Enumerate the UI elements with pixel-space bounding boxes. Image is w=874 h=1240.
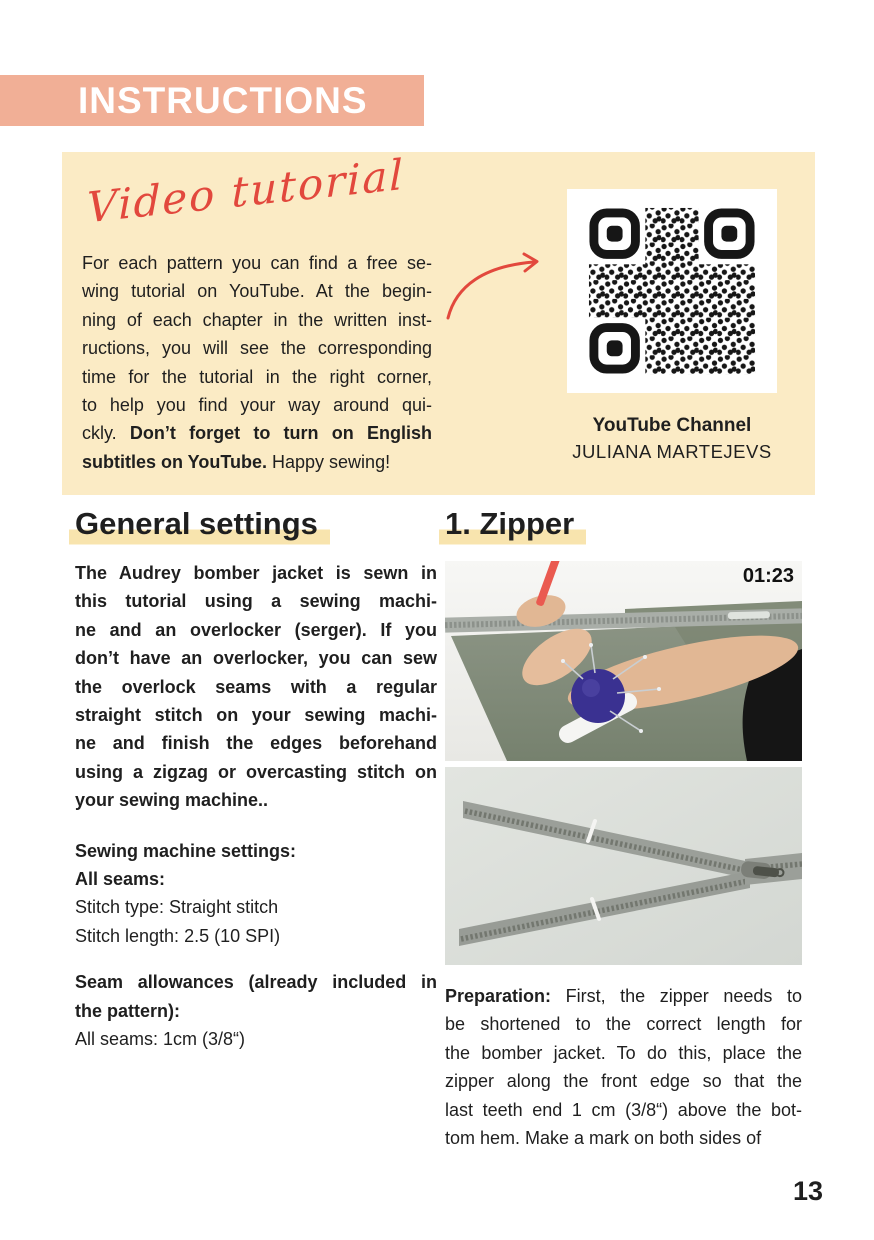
page-title: INSTRUCTIONS [78,80,368,121]
zipper-image [445,767,802,965]
machine-settings-title: Sewing machine settings: [75,840,297,861]
qr-section [567,189,777,463]
zipper-section [445,502,802,1152]
video-timestamp: 01:23 [742,565,794,587]
general-settings-paragraph: The Audrey bomber jacket is sewn in this tutorial using a sewing machi- ne and an overlocker (serger). If you don’t have an overlocker, you can sew the overlock seams with a regular straight stitch on your sewing machi- ne and finish the edges beforehand using a zigzag or overcasting stitch on your sewing machine.. [75,563,437,811]
preparation-paragraph: Preparation: First, the zipper needs to be shortened to the correct length for the bomber jacket. To do this, place the zipper along the front edge so that the last teeth end 1 cm (3/8“) above the bot- tom hem. Make a mark on both sides of [445,986,802,1149]
stitch-length-value: Stitch length: 2.5 (10 SPI) [75,925,281,946]
qr-code [567,189,777,393]
instructions-banner [0,75,424,126]
qr-code-image [586,205,758,377]
photo-shortened-zipper [445,767,802,965]
zipper-heading: 1. Zipper [439,502,586,546]
general-settings-heading: General settings [69,502,330,546]
photo-marking-zipper [445,561,802,761]
arrow-icon [442,252,554,324]
seam-allowances-block [75,968,437,1053]
page-number: 13 [793,1176,824,1206]
video-tutorial-heading: Video tutorial [86,149,405,233]
machine-settings-block [75,837,437,951]
marking-zipper-image [445,561,802,761]
qr-caption-author: JULIANA MARTEJEVS [572,441,772,462]
video-tutorial-paragraph: For each pattern you can find a free se- wing tutorial on YouTube. At the begin- ning of each chapter in the written inst- ructions, you will see the corresponding time for the tutorial in the right corner, to help you find your way around qui- ckly. Don’t forget to turn on English subtitles on YouTube. Happy sewing! [82,253,432,472]
qr-caption-title: YouTube Channel [592,415,752,436]
seam-allowances-title: Seam allowances (already included in the pattern): [75,972,437,1021]
stitch-type-value: Stitch type: Straight stitch [75,897,279,918]
machine-settings-subtitle: All seams: [75,869,166,890]
general-settings-section [75,502,437,1054]
video-tutorial-box [62,149,815,495]
seam-allowances-value: All seams: 1cm (3/8“) [75,1029,246,1050]
